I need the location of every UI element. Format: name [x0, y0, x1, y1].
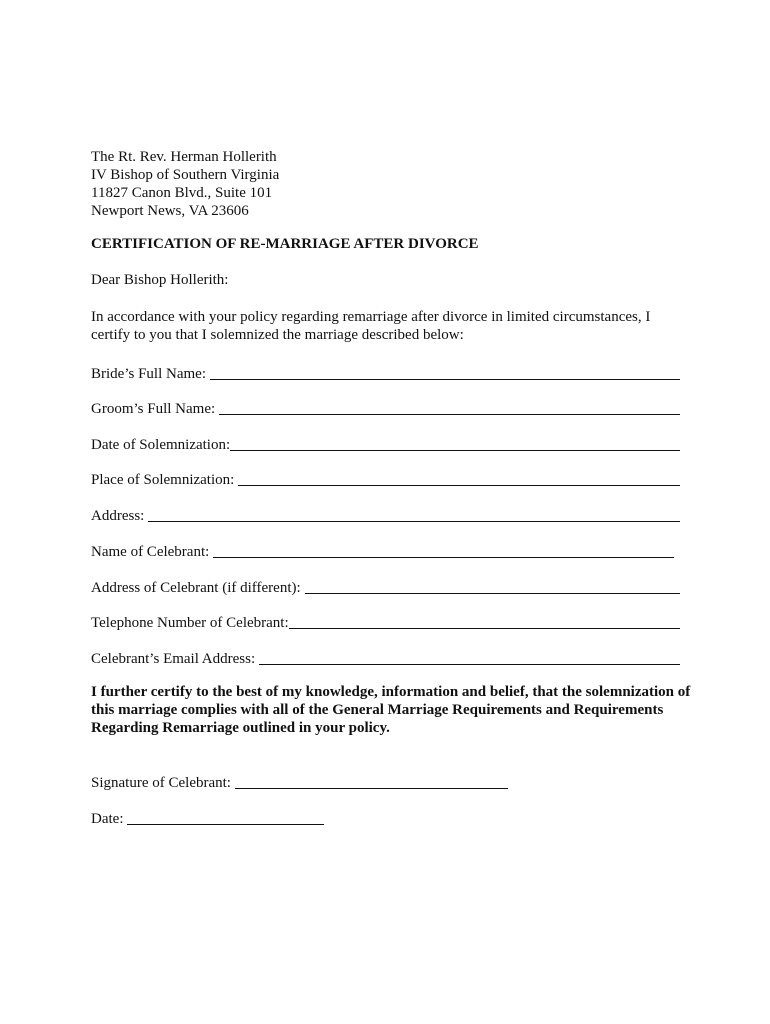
- celebrant-address-field: [91, 577, 680, 597]
- place-solemnization-field: [91, 469, 680, 489]
- document-title: CERTIFICATION OF RE-MARRIAGE AFTER DIVORCE: [91, 236, 479, 252]
- signature-label: Signature of Celebrant:: [91, 775, 231, 791]
- certification-statement: I further certify to the best of my knowledge, information and belief, that the solemnization of this marriage complies with all of the General Marriage Requirements and Requirements Regarding Remarriage outlined in your policy.: [91, 684, 691, 736]
- place-solemnization-line[interactable]: [238, 471, 680, 486]
- groom-name-field: [91, 398, 680, 418]
- recipient-name: The Rt. Rev. Herman Hollerith: [91, 149, 277, 165]
- recipient-city: Newport News, VA 23606: [91, 203, 249, 219]
- celebrant-address-line[interactable]: [305, 579, 680, 594]
- bride-name-field: [91, 363, 680, 383]
- celebrant-name-line[interactable]: [213, 543, 674, 558]
- celebrant-email-field: [91, 648, 680, 668]
- salutation: Dear Bishop Hollerith:: [91, 272, 229, 288]
- recipient-street: 11827 Canon Blvd., Suite 101: [91, 185, 273, 201]
- date-solemnization-field: [91, 434, 680, 454]
- celebrant-phone-field: [91, 612, 680, 632]
- groom-name-line[interactable]: [219, 400, 680, 415]
- celebrant-name-label: Name of Celebrant:: [91, 544, 210, 560]
- date-line[interactable]: [127, 810, 324, 825]
- date-solemnization-label: Date of Solemnization:: [91, 437, 231, 453]
- celebrant-email-line[interactable]: [259, 650, 680, 665]
- place-solemnization-label: Place of Solemnization:: [91, 472, 235, 488]
- intro-paragraph: In accordance with your policy regarding remarriage after divorce in limited circumstances, I certify to you that I solemnized the marriage described below:: [91, 309, 651, 343]
- celebrant-phone-line[interactable]: [289, 614, 680, 629]
- date-field: [91, 808, 324, 828]
- signature-field: [91, 772, 508, 792]
- celebrant-name-field: [91, 541, 674, 561]
- recipient-title: IV Bishop of Southern Virginia: [91, 167, 280, 183]
- signature-line[interactable]: [235, 774, 508, 789]
- date-solemnization-line[interactable]: [230, 436, 680, 451]
- bride-name-line[interactable]: [210, 365, 680, 380]
- address-field: [91, 505, 680, 525]
- celebrant-address-label: Address of Celebrant (if different):: [91, 580, 301, 596]
- recipient-address-block: [91, 148, 279, 220]
- bride-name-label: Bride’s Full Name:: [91, 366, 206, 382]
- celebrant-phone-label: Telephone Number of Celebrant:: [91, 615, 289, 631]
- celebrant-email-label: Celebrant’s Email Address:: [91, 651, 256, 667]
- date-label: Date:: [91, 811, 124, 827]
- groom-name-label: Groom’s Full Name:: [91, 401, 216, 417]
- address-line[interactable]: [148, 507, 680, 522]
- address-label: Address:: [91, 508, 145, 524]
